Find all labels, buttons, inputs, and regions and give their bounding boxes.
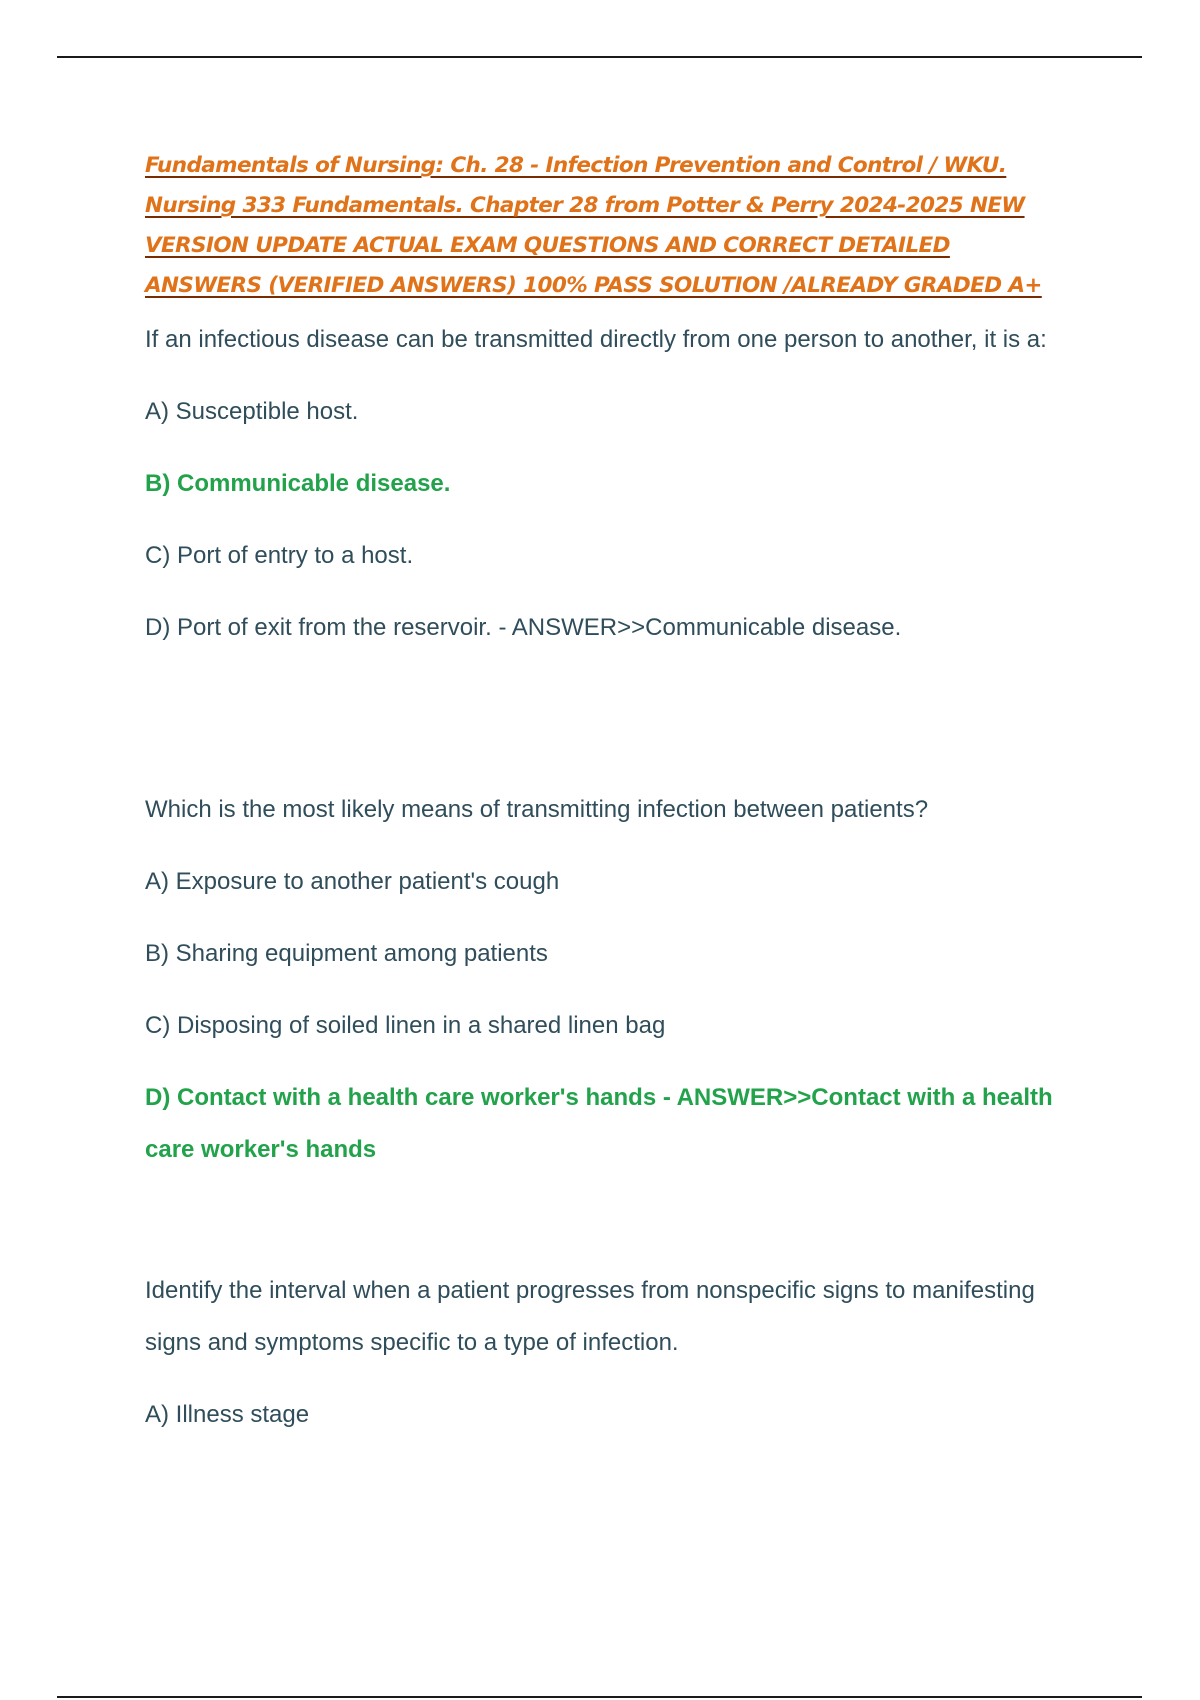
answer-option-a: A) Exposure to another patient's cough (145, 868, 560, 895)
question-block-3 (145, 1265, 1090, 1441)
question-block-1 (145, 314, 1090, 654)
document-page (145, 146, 1090, 1428)
title-line: Fundamentals of Nursing: Ch. 28 - Infection Prevention and Control / WKU. (145, 153, 1007, 178)
title-line: Nursing 333 Fundamentals. Chapter 28 from Potter & Perry 2024-2025 NEW (145, 193, 1025, 218)
answer-option-c: C) Port of entry to a host. (145, 542, 414, 569)
answer-option-a: A) Illness stage (145, 1401, 310, 1428)
answer-option-c: C) Disposing of soiled linen in a shared linen bag (145, 1012, 666, 1039)
title-line: ANSWERS (VERIFIED ANSWERS) 100% PASS SOLUTION /ALREADY GRADED A+ (145, 273, 1042, 298)
question-text: If an infectious disease can be transmitted directly from one person to another, it is a: (145, 326, 1047, 353)
document-title (145, 146, 1090, 306)
bottom-rule (57, 1696, 1142, 1698)
answer-option-b: B) Sharing equipment among patients (145, 940, 548, 967)
answer-option-d-correct: D) Contact with a health care worker's hands - ANSWER>>Contact with a health care worker's hands (145, 1084, 1053, 1163)
question-block-2 (145, 784, 1090, 1176)
title-line: VERSION UPDATE ACTUAL EXAM QUESTIONS AND CORRECT DETAILED (145, 233, 950, 258)
answer-option-a: A) Susceptible host. (145, 398, 359, 425)
answer-option-b-correct: B) Communicable disease. (145, 470, 451, 497)
question-text: Which is the most likely means of transmitting infection between patients? (145, 796, 929, 823)
top-rule (57, 56, 1142, 58)
question-text: Identify the interval when a patient progresses from nonspecific signs to manifesting signs and symptoms specific to a type of infection. (145, 1277, 1035, 1356)
answer-option-d: D) Port of exit from the reservoir. - ANSWER>>Communicable disease. (145, 614, 902, 641)
